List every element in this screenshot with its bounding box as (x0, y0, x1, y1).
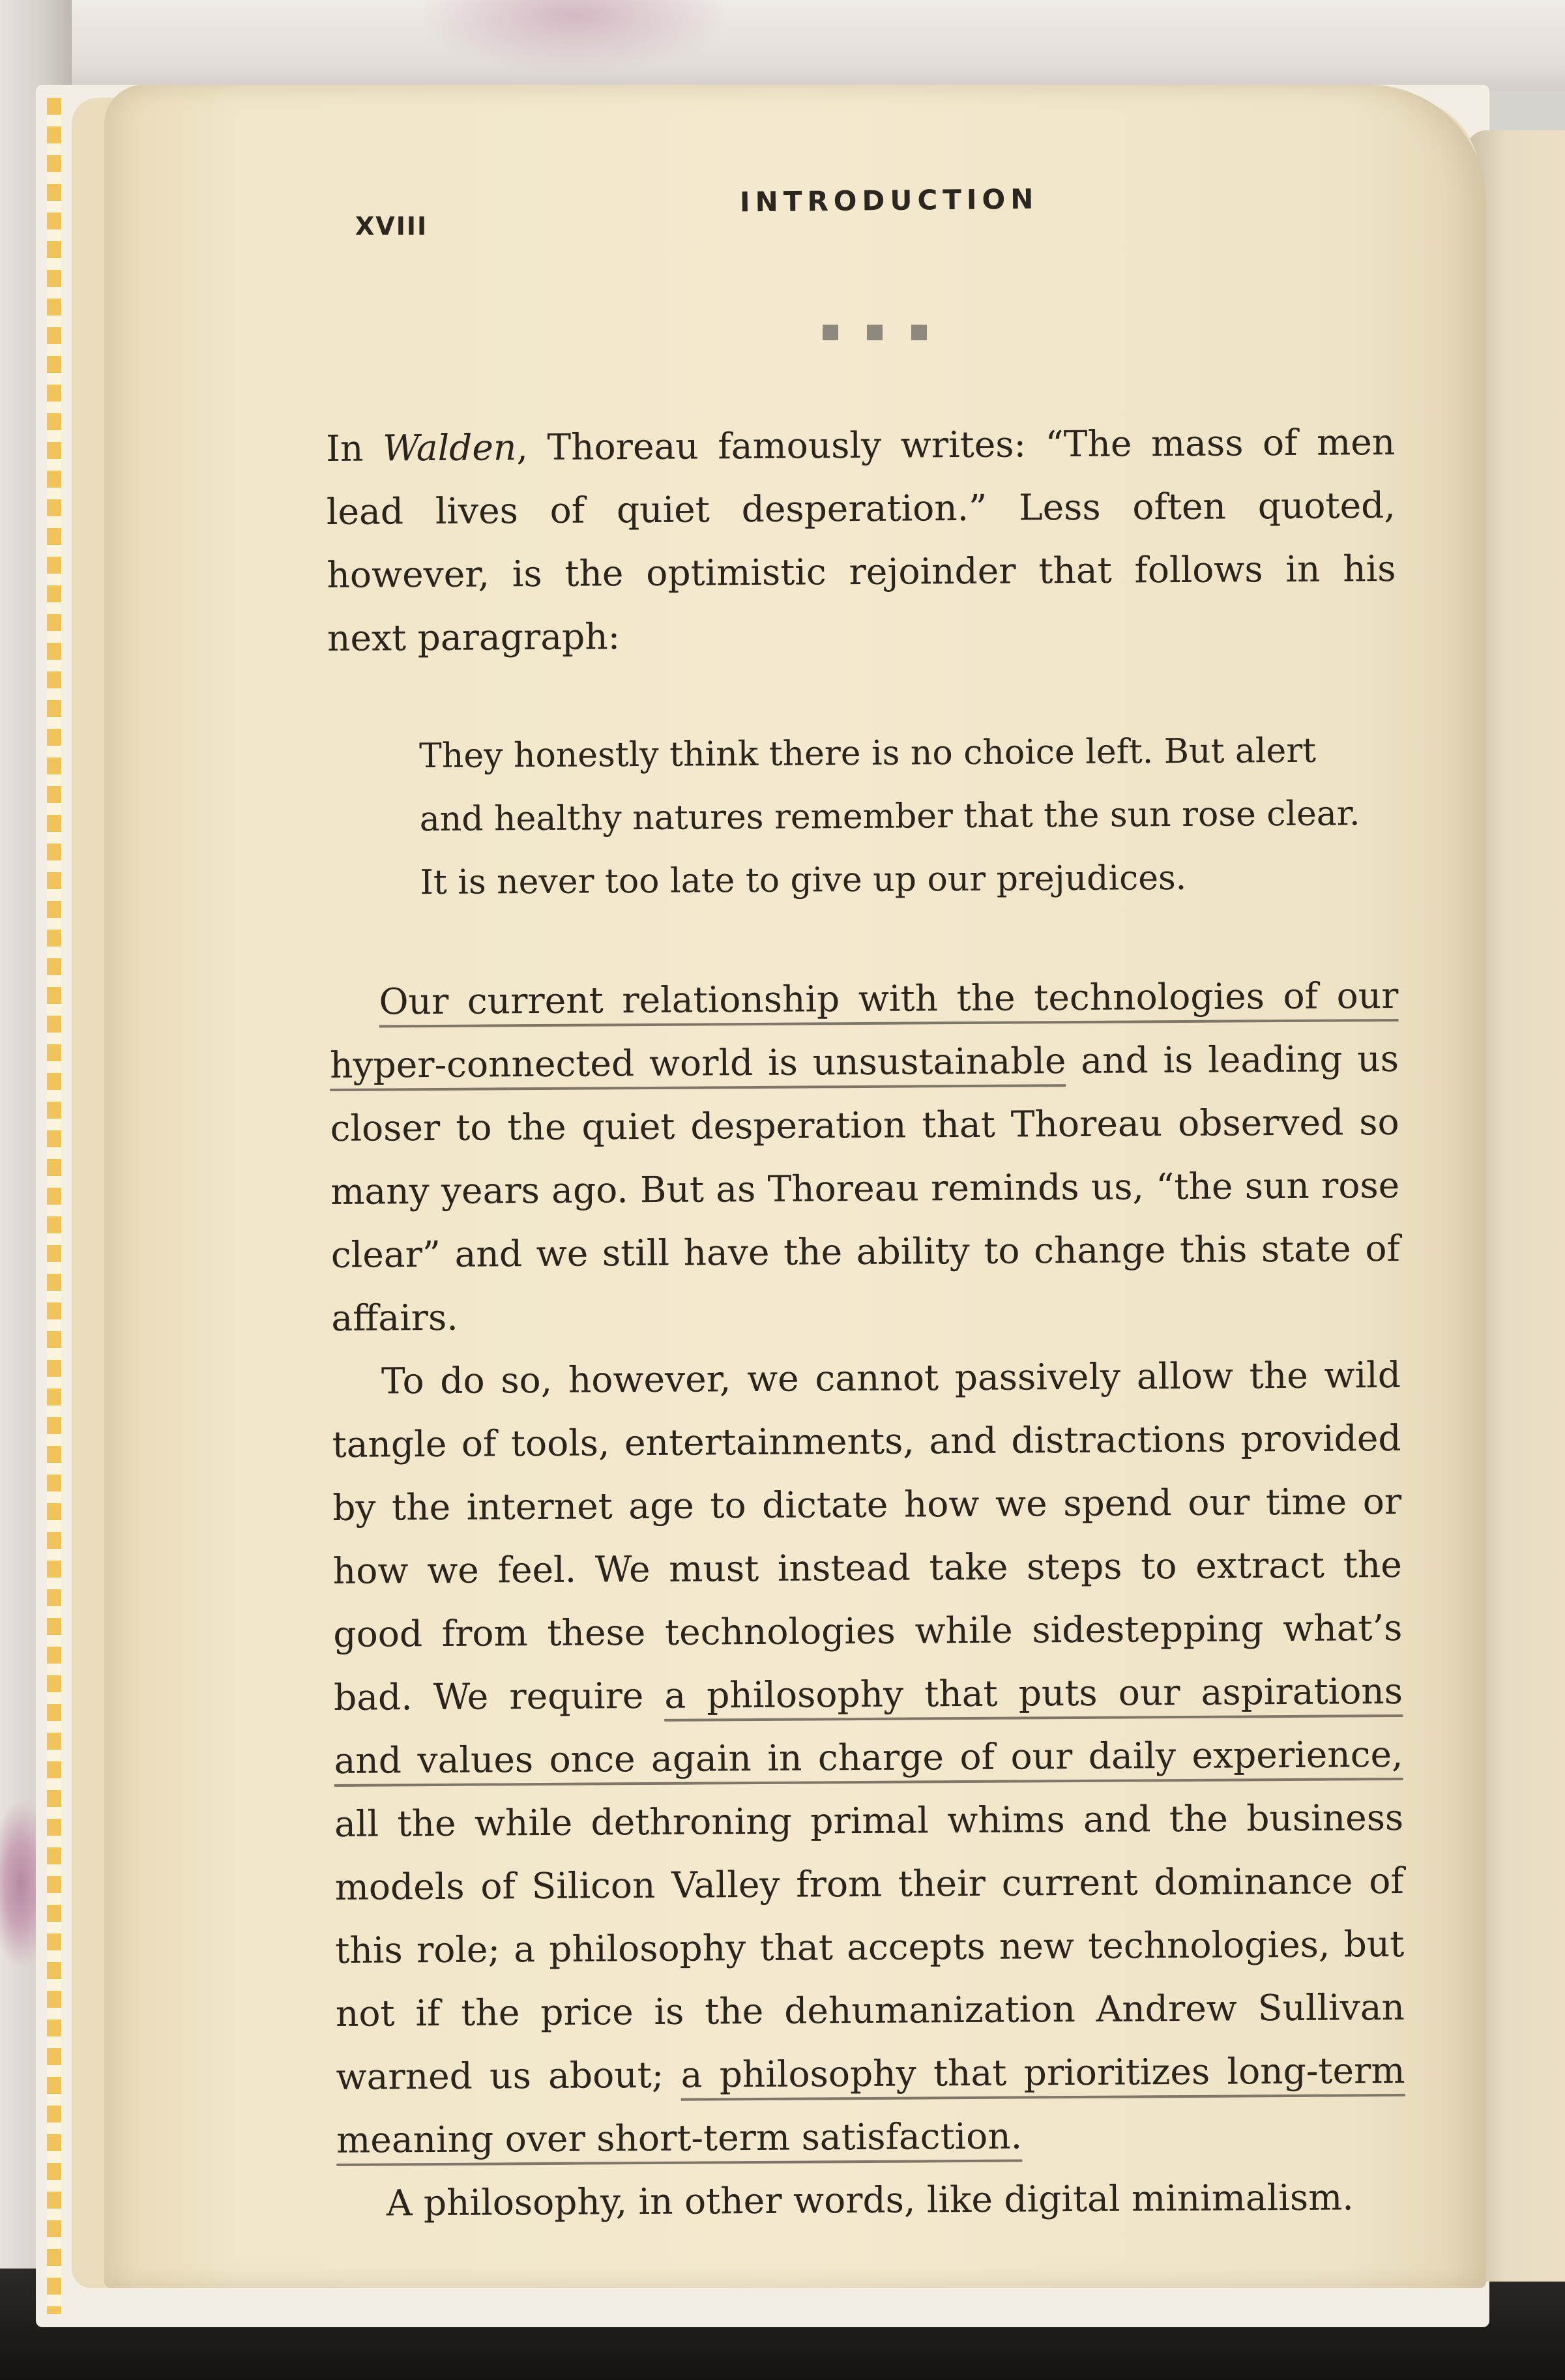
ornament-square (867, 325, 883, 340)
running-head: INTRODUCTION (739, 183, 1039, 218)
underlined-passage: Our current relationship with the technologies of our hyper-connected world is unsustainable (330, 975, 1399, 1091)
quote-line: They honestly think there is no choice left. But alert (418, 731, 1317, 776)
body-text (326, 411, 1406, 2235)
underlined-passage: a philosophy that prioritizes long-term meaning over short-term satisfaction. (336, 2049, 1405, 2166)
philosophy-paragraph (332, 1344, 1406, 2172)
binding-stitch (47, 98, 61, 2314)
ornament-square (823, 325, 838, 340)
quote-line: and healthy natures remember that the sun rose clear. (419, 794, 1360, 840)
floral-pattern-top (404, 0, 743, 78)
background-cloth-top (0, 0, 1565, 91)
opening-text-start: In (326, 427, 383, 469)
thoreau-quote (419, 719, 1372, 915)
book-title-walden: Walden (382, 426, 517, 469)
section-break-ornament (823, 325, 927, 340)
page-number: XVIII (355, 212, 428, 241)
opening-paragraph (326, 411, 1396, 670)
quote-line: It is never too late to give up our prejudices. (420, 858, 1187, 903)
philosophy-text-middle: all the while dethroning primal whims and the business models of Silicon Valley from their current dominance of this role; a philosophy that accepts new technologies, but not if the price is the dehumanization Andrew Sullivan warned us about; (334, 1796, 1405, 2098)
relationship-text-rest: and is leading us closer to the quiet desperation that Thoreau observed so many years ago. But as Thoreau reminds us, “the sun rose clear” and we still have the ability to change this state of affairs. (330, 1037, 1401, 1339)
underlined-passage: a philosophy that puts our aspirations and values once again in charge of our daily experience, (334, 1670, 1403, 1787)
relationship-paragraph (329, 964, 1401, 1350)
philosophy-text-start: To do so, however, we cannot passively allow the wild tangle of tools, entertainments, and distractions provided by the internet age to dictate how we spend our time or how we feel. We must instead take steps to extract the good from these technologies while sidestepping what’s bad. We require (332, 1353, 1403, 1718)
ornament-square (911, 325, 927, 340)
opening-text-rest: , Thoreau famously writes: “The mass of men lead lives of quiet desperation.” Less often quoted, however, is the optimistic rejoinder that follows in his next paragraph: (326, 420, 1396, 659)
closing-line: A philosophy, in other words, like digital minimalism. (386, 2176, 1354, 2224)
